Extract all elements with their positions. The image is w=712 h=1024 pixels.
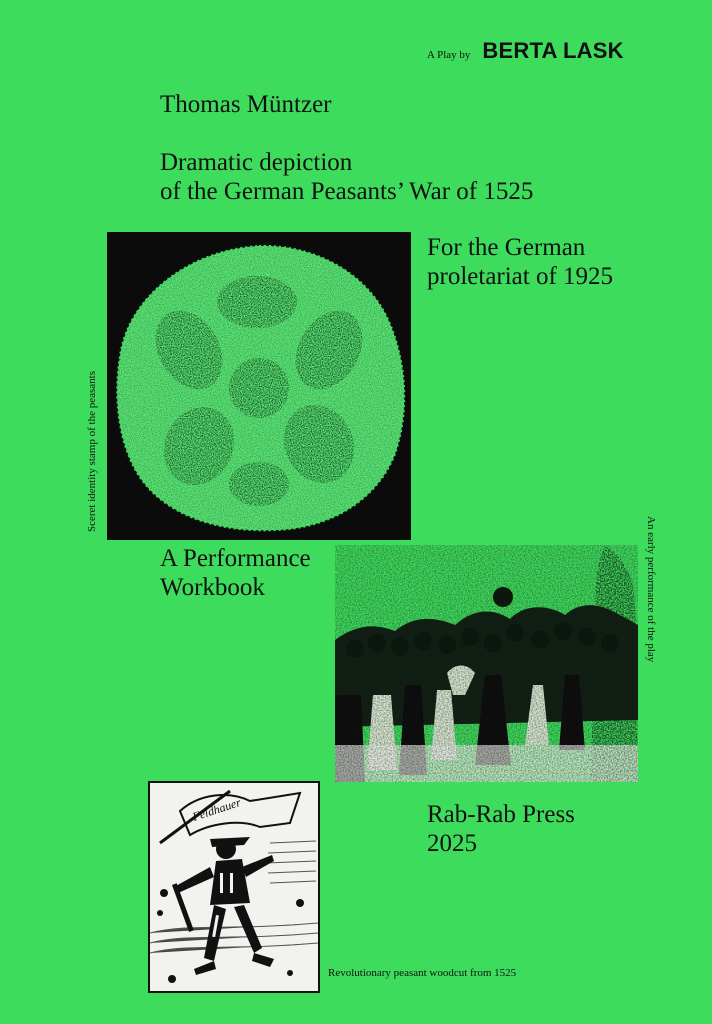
woodcut-banner-text: Feldhauer — [190, 795, 243, 824]
publisher — [427, 800, 657, 858]
subtitle-line-1: Dramatic depiction — [160, 149, 353, 176]
author-name: BERTA LASK — [482, 38, 624, 63]
workbook-line-2: Workbook — [160, 574, 265, 601]
crowd-illustration — [335, 545, 638, 782]
woodcut-image — [148, 781, 320, 993]
dedication-line-2: proletariat of 1925 — [427, 263, 614, 290]
stamp-caption: Sceret identity stamp of the peasants — [86, 371, 98, 532]
dedication — [427, 233, 697, 291]
publication-year: 2025 — [427, 830, 477, 857]
book-title: Thomas Müntzer — [160, 91, 332, 118]
subtitle-line-2: of the German Peasants’ War of 1525 — [160, 178, 534, 205]
byline-prefix: A Play by — [427, 49, 471, 61]
woodcut-caption: Revolutionary peasant woodcut from 1525 — [328, 967, 517, 979]
woodcut-illustration — [150, 783, 318, 991]
publisher-name: Rab-Rab Press — [427, 801, 575, 828]
byline — [427, 38, 687, 63]
identity-stamp-image — [107, 232, 411, 540]
photo-caption: An early performance of the play — [645, 516, 657, 663]
workbook-line-1: A Performance — [160, 545, 311, 572]
stamp-illustration — [107, 232, 411, 540]
subtitle — [160, 148, 660, 206]
performance-photo — [335, 545, 638, 782]
dedication-line-1: For the German — [427, 234, 586, 261]
